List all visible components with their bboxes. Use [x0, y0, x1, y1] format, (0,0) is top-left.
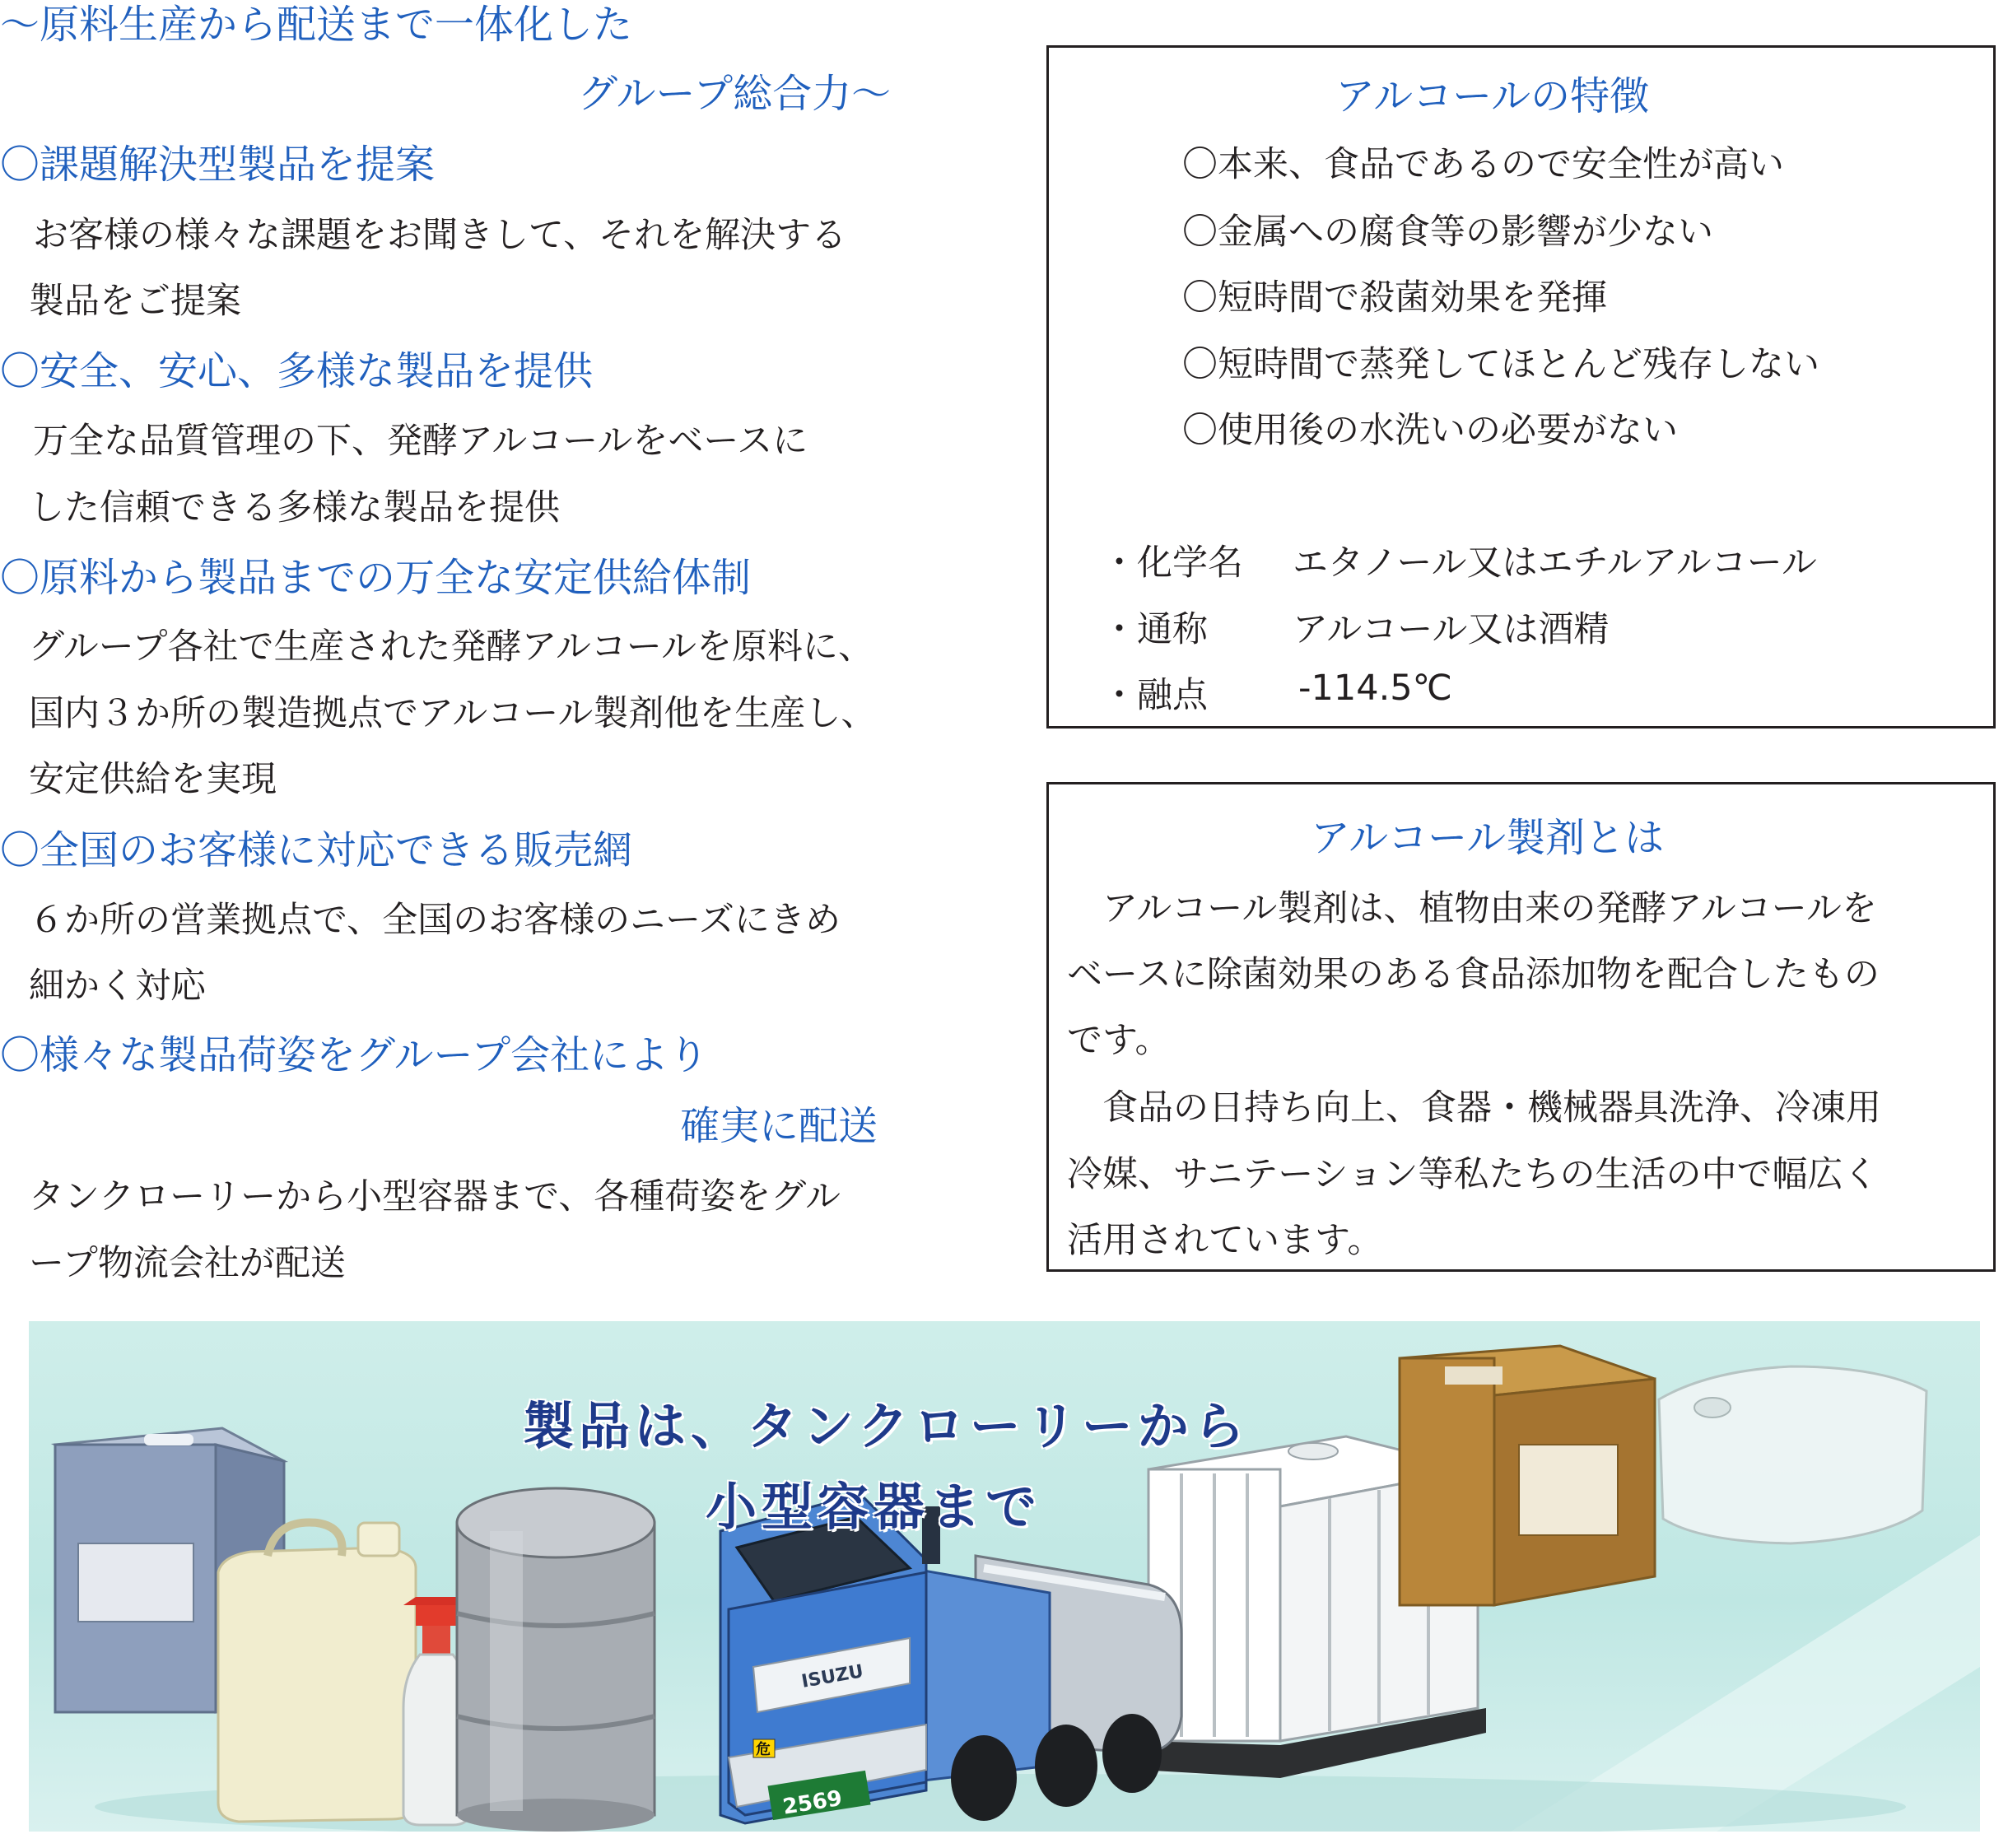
- section-3-heading: 〇原料から製品までの万全な安定供給体制: [0, 555, 752, 601]
- alcohol-features-title: アルコールの特徴: [1335, 73, 1650, 119]
- jerry-can-icon: [218, 1523, 416, 1822]
- property-value-melting-point: -114.5℃: [1298, 668, 1452, 709]
- truck-brand: ISUZU: [799, 1661, 865, 1692]
- license-plate-number: 2569: [780, 1785, 845, 1820]
- section-5-body-line-2: ープ物流会社が配送: [29, 1243, 346, 1284]
- property-value-common-name: アルコール又は酒精: [1293, 609, 1610, 650]
- section-3-body-line-3: 安定供給を実現: [29, 759, 277, 800]
- alcohol-preparation-box: [1046, 782, 1996, 1272]
- banner-caption-line-1: 製品は、タンクローリーから: [523, 1396, 1250, 1456]
- preparation-line: です。: [1067, 1020, 1171, 1061]
- section-3-body-line-2: 国内３か所の製造拠点でアルコール製剤他を生産し、: [29, 693, 877, 734]
- property-value-chemical-name: エタノール又はエチルアルコール: [1293, 542, 1817, 584]
- preparation-line: 冷媒、サニテーション等私たちの生活の中で幅広く: [1067, 1154, 1879, 1195]
- steel-drum-icon: [457, 1488, 655, 1832]
- banner-caption-line-2: 小型容器まで: [706, 1477, 1042, 1537]
- feature-item: 〇本来、食品であるので安全性が高い: [1182, 144, 1784, 185]
- section-3-body-line-1: グループ各社で生産された発酵アルコールを原料に、: [29, 626, 874, 668]
- alcohol-features-box: [1046, 45, 1996, 728]
- section-4-heading: 〇全国のお客様に対応できる販売網: [0, 827, 633, 873]
- property-label-melting-point: ・融点: [1102, 675, 1208, 716]
- intro-line-2: グループ総合力～: [578, 71, 892, 117]
- feature-item: 〇使用後の水洗いの必要がない: [1182, 410, 1678, 451]
- section-4-body-line-1: ６か所の営業拠点で、全国のお客様のニーズにきめ: [29, 900, 841, 941]
- product-range-banner: [29, 1321, 1980, 1832]
- intro-line-1: ～原料生産から配送まで一体化した: [0, 2, 633, 48]
- bag-in-box-icon: [1659, 1366, 1926, 1543]
- cardboard-box-icon: [1400, 1346, 1655, 1605]
- property-label-common-name: ・通称: [1102, 609, 1208, 650]
- feature-item: 〇短時間で殺菌効果を発揮: [1182, 277, 1607, 319]
- section-5-heading-line-2: 確実に配送: [680, 1103, 878, 1149]
- feature-item: 〇金属への腐食等の影響が少ない: [1182, 212, 1713, 253]
- section-2-body-line-1: 万全な品質管理の下、発酵アルコールをベースに: [33, 421, 808, 462]
- section-1-body-line-2: 製品をご提案: [29, 281, 241, 322]
- preparation-line: 食品の日持ち向上、食器・機械器具洗浄、冷凍用: [1067, 1087, 1881, 1129]
- section-1-heading: 〇課題解決型製品を提案: [0, 142, 436, 188]
- section-5-body-line-1: タンクローリーから小型容器まで、各種荷姿をグル: [29, 1176, 841, 1217]
- preparation-line: 活用されています。: [1067, 1220, 1383, 1261]
- alcohol-preparation-title: アルコール製剤とは: [1311, 815, 1665, 861]
- property-label-chemical-name: ・化学名: [1102, 542, 1243, 584]
- tanker-truck-icon: [720, 1494, 1181, 1823]
- preparation-line: アルコール製剤は、植物由来の発酵アルコールを: [1067, 888, 1877, 929]
- section-2-heading: 〇安全、安心、多様な製品を提供: [0, 348, 594, 394]
- hazard-plate: 危: [756, 1741, 771, 1758]
- section-1-body-line-1: お客様の様々な課題をお聞きして、それを解決する: [33, 215, 847, 256]
- feature-item: 〇短時間で蒸発してほとんど残存しない: [1182, 344, 1819, 385]
- preparation-line: ベースに除菌効果のある食品添加物を配合したもの: [1067, 954, 1880, 995]
- section-4-body-line-2: 細かく対応: [29, 966, 206, 1007]
- section-2-body-line-2: した信頼できる多様な製品を提供: [29, 487, 560, 528]
- section-5-heading-line-1: 〇様々な製品荷姿をグループ会社により: [0, 1032, 709, 1078]
